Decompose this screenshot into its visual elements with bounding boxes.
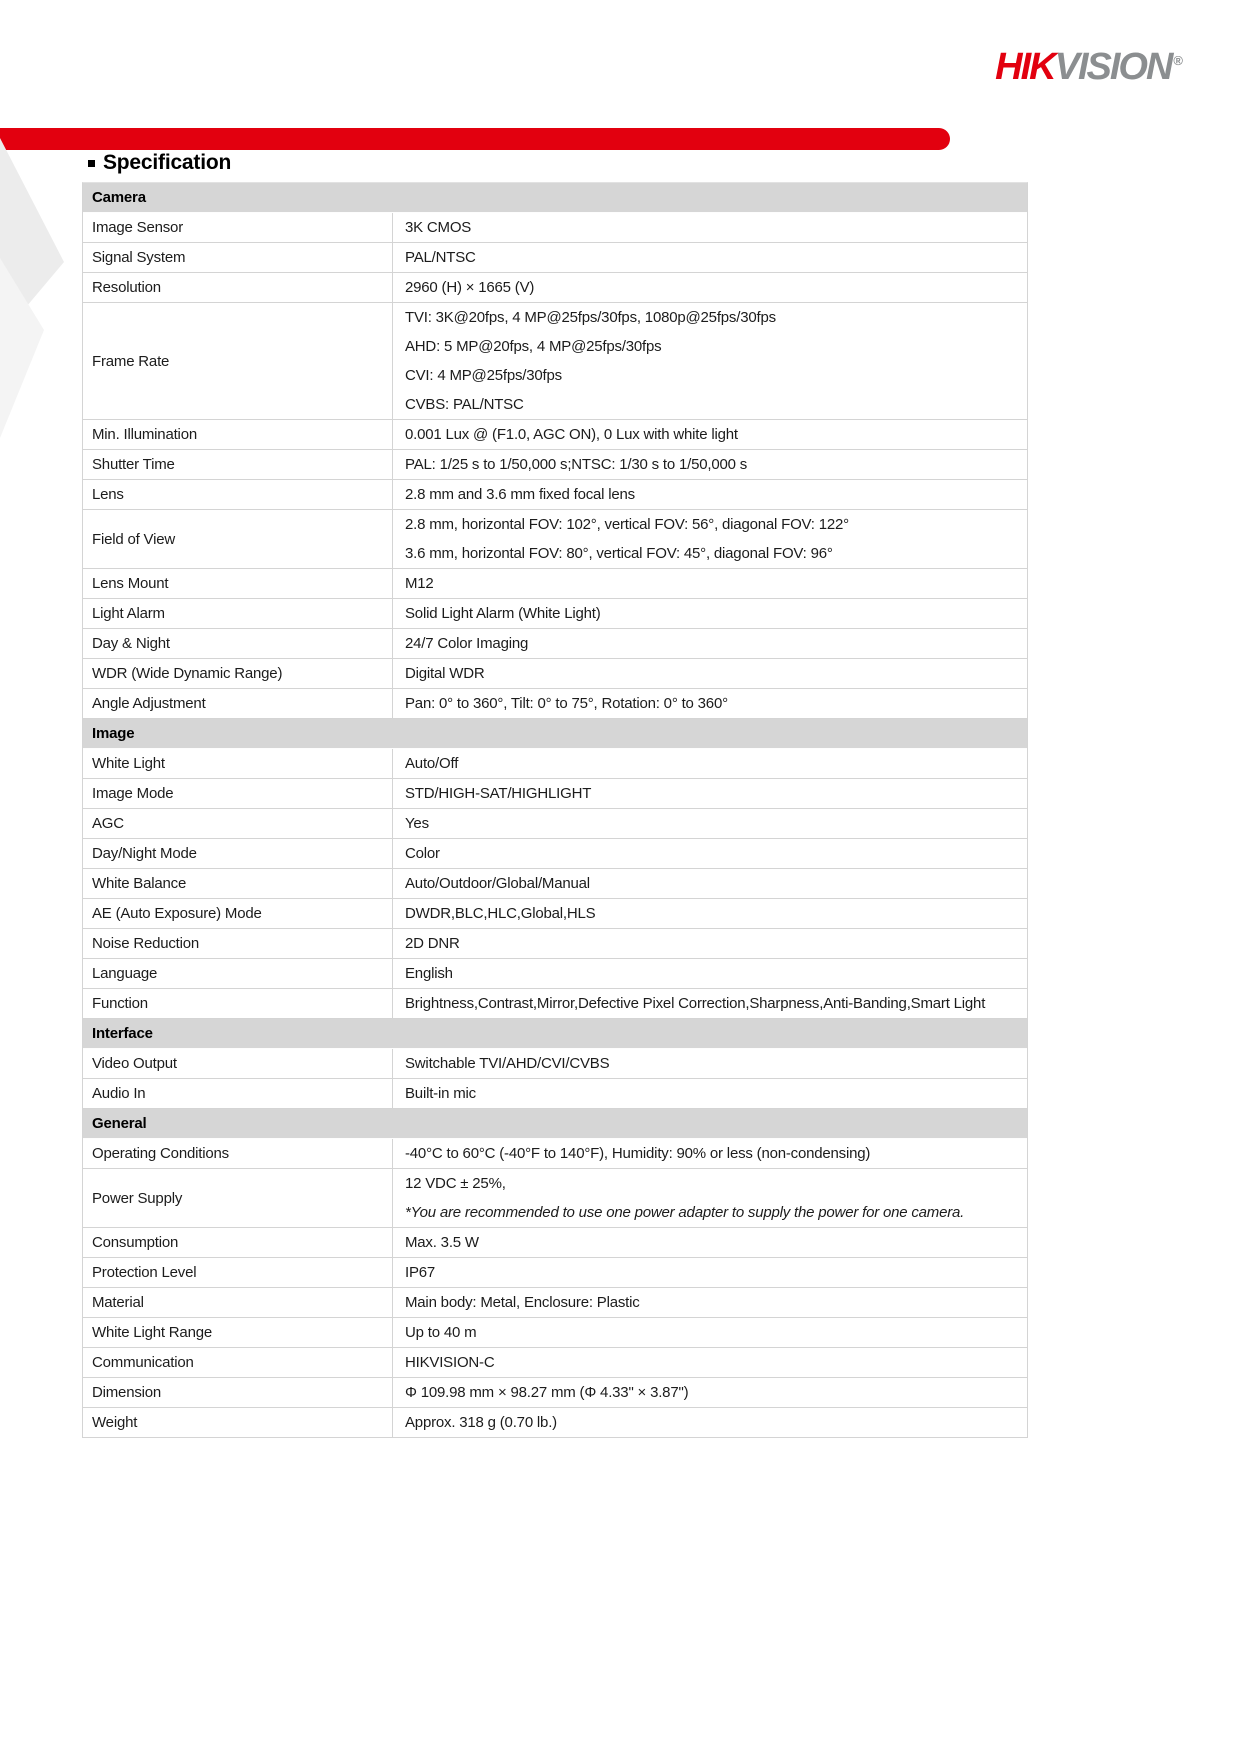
spec-label: Field of View	[83, 510, 393, 568]
spec-value-line: English	[405, 965, 453, 982]
spec-label: Audio In	[83, 1079, 393, 1108]
table-row	[83, 1228, 1027, 1258]
spec-value-line: CVI: 4 MP@25fps/30fps	[405, 367, 562, 384]
table-row	[83, 1408, 1027, 1438]
table-row	[83, 1049, 1027, 1079]
spec-label: Consumption	[83, 1228, 393, 1257]
table-row	[83, 629, 1027, 659]
spec-label: Image Mode	[83, 779, 393, 808]
spec-value-line: Auto/Off	[405, 755, 459, 772]
spec-label: AGC	[83, 809, 393, 838]
spec-value	[393, 629, 1027, 658]
spec-value-line: 2.8 mm and 3.6 mm fixed focal lens	[405, 486, 635, 503]
page-title	[88, 151, 231, 175]
table-row	[83, 303, 1027, 420]
table-row	[83, 213, 1027, 243]
spec-value-line: Digital WDR	[405, 665, 485, 682]
table-row	[83, 899, 1027, 929]
spec-value-line: 3.6 mm, horizontal FOV: 80°, vertical FOV: 45°, diagonal FOV: 96°	[405, 545, 833, 562]
spec-value-line: Φ 109.98 mm × 98.27 mm (Φ 4.33" × 3.87")	[405, 1384, 689, 1401]
table-row	[83, 1079, 1027, 1109]
table-row	[83, 1318, 1027, 1348]
spec-value-line: Color	[405, 845, 440, 862]
spec-value	[393, 450, 1027, 479]
spec-value	[393, 1258, 1027, 1287]
spec-label: White Light Range	[83, 1318, 393, 1347]
spec-value	[393, 420, 1027, 449]
spec-value-line: 2960 (H) × 1665 (V)	[405, 279, 535, 296]
spec-label: Dimension	[83, 1378, 393, 1407]
spec-label: Day/Night Mode	[83, 839, 393, 868]
spec-value-line: Solid Light Alarm (White Light)	[405, 605, 601, 622]
spec-label: Image Sensor	[83, 213, 393, 242]
spec-value	[393, 1378, 1027, 1407]
spec-value	[393, 1139, 1027, 1168]
spec-value-line: -40°C to 60°C (-40°F to 140°F), Humidity: 90% or less (non-condensing)	[405, 1145, 871, 1162]
logo-vision-text: VISION	[1054, 46, 1172, 88]
spec-value-line: Auto/Outdoor/Global/Manual	[405, 875, 590, 892]
page-title-text: Specification	[103, 151, 232, 174]
spec-value-line: PAL/NTSC	[405, 249, 476, 266]
spec-label: White Light	[83, 749, 393, 778]
spec-value	[393, 839, 1027, 868]
spec-value-line: CVBS: PAL/NTSC	[405, 396, 524, 413]
section-header: Interface	[83, 1019, 1027, 1049]
table-row	[83, 1258, 1027, 1288]
spec-label: Angle Adjustment	[83, 689, 393, 718]
table-row	[83, 569, 1027, 599]
spec-value	[393, 1228, 1027, 1257]
spec-label: Language	[83, 959, 393, 988]
table-row	[83, 689, 1027, 719]
spec-value	[393, 213, 1027, 242]
spec-value-line: 2.8 mm, horizontal FOV: 102°, vertical FOV: 56°, diagonal FOV: 122°	[405, 516, 849, 533]
spec-label: Resolution	[83, 273, 393, 302]
spec-label: Operating Conditions	[83, 1139, 393, 1168]
spec-value-line: Approx. 318 g (0.70 lb.)	[405, 1414, 557, 1431]
spec-value-line: Built-in mic	[405, 1085, 476, 1102]
spec-value-line: DWDR,BLC,HLC,Global,HLS	[405, 905, 596, 922]
spec-value	[393, 569, 1027, 598]
spec-label: Min. Illumination	[83, 420, 393, 449]
table-row	[83, 989, 1027, 1019]
spec-value-line: 24/7 Color Imaging	[405, 635, 529, 652]
spec-value	[393, 959, 1027, 988]
spec-value	[393, 869, 1027, 898]
spec-value	[393, 303, 1027, 419]
spec-value	[393, 510, 1027, 568]
table-row	[83, 599, 1027, 629]
hikvision-logo	[995, 46, 1183, 89]
spec-value-line: IP67	[405, 1264, 436, 1281]
table-row	[83, 869, 1027, 899]
spec-value-line: Main body: Metal, Enclosure: Plastic	[405, 1294, 640, 1311]
table-row	[83, 839, 1027, 869]
spec-value-line: HIKVISION-C	[405, 1354, 495, 1371]
spec-label: Lens	[83, 480, 393, 509]
spec-value-line: Max. 3.5 W	[405, 1234, 479, 1251]
table-row	[83, 510, 1027, 569]
spec-value-line: STD/HIGH-SAT/HIGHLIGHT	[405, 785, 592, 802]
brand-red-bar	[0, 128, 950, 150]
table-row	[83, 273, 1027, 303]
watermark-triangle	[0, 138, 64, 338]
spec-label: Communication	[83, 1348, 393, 1377]
table-row	[83, 929, 1027, 959]
table-row	[83, 659, 1027, 689]
spec-label: Noise Reduction	[83, 929, 393, 958]
spec-value	[393, 1288, 1027, 1317]
table-row	[83, 1169, 1027, 1228]
registered-trademark-symbol: ®	[1173, 53, 1183, 69]
spec-value	[393, 1169, 1027, 1227]
table-row	[83, 1378, 1027, 1408]
logo-hik-text: HIK	[995, 46, 1055, 88]
spec-value	[393, 243, 1027, 272]
spec-value-line: Switchable TVI/AHD/CVI/CVBS	[405, 1055, 610, 1072]
section-header: Image	[83, 719, 1027, 749]
spec-value	[393, 1049, 1027, 1078]
spec-value	[393, 480, 1027, 509]
watermark-triangle	[0, 258, 44, 438]
table-row	[83, 809, 1027, 839]
spec-value	[393, 1079, 1027, 1108]
table-row	[83, 1139, 1027, 1169]
spec-label: Weight	[83, 1408, 393, 1437]
spec-value	[393, 809, 1027, 838]
spec-label: AE (Auto Exposure) Mode	[83, 899, 393, 928]
specification-table	[82, 182, 1028, 1438]
spec-value-line: TVI: 3K@20fps, 4 MP@25fps/30fps, 1080p@25fps/30fps	[405, 309, 776, 326]
spec-label: Power Supply	[83, 1169, 393, 1227]
spec-label: WDR (Wide Dynamic Range)	[83, 659, 393, 688]
spec-value	[393, 689, 1027, 718]
spec-value-line: Pan: 0° to 360°, Tilt: 0° to 75°, Rotation: 0° to 360°	[405, 695, 728, 712]
table-row	[83, 749, 1027, 779]
spec-label: Frame Rate	[83, 303, 393, 419]
table-row	[83, 420, 1027, 450]
table-row	[83, 1348, 1027, 1378]
spec-value	[393, 929, 1027, 958]
spec-value-line: *You are recommended to use one power adapter to supply the power for one camera.	[405, 1204, 965, 1221]
spec-label: Protection Level	[83, 1258, 393, 1287]
table-row	[83, 480, 1027, 510]
spec-value	[393, 749, 1027, 778]
watermark-graphic	[0, 138, 70, 438]
spec-value	[393, 1408, 1027, 1437]
square-bullet-icon	[88, 160, 95, 167]
table-row	[83, 243, 1027, 273]
spec-value-line: M12	[405, 575, 434, 592]
table-row	[83, 1288, 1027, 1318]
spec-value	[393, 1348, 1027, 1377]
spec-label: Light Alarm	[83, 599, 393, 628]
section-header: Camera	[83, 183, 1027, 213]
table-row	[83, 450, 1027, 480]
spec-value	[393, 1318, 1027, 1347]
spec-value	[393, 599, 1027, 628]
spec-value-line: PAL: 1/25 s to 1/50,000 s;NTSC: 1/30 s to 1/50,000 s	[405, 456, 748, 473]
spec-label: Function	[83, 989, 393, 1018]
spec-label: Lens Mount	[83, 569, 393, 598]
spec-value-line: AHD: 5 MP@20fps, 4 MP@25fps/30fps	[405, 338, 662, 355]
table-row	[83, 779, 1027, 809]
spec-value-line: Up to 40 m	[405, 1324, 477, 1341]
spec-value	[393, 659, 1027, 688]
spec-value-line: 12 VDC ± 25%,	[405, 1175, 506, 1192]
spec-label: Day & Night	[83, 629, 393, 658]
spec-label: White Balance	[83, 869, 393, 898]
spec-value	[393, 273, 1027, 302]
spec-value-line: Brightness,Contrast,Mirror,Defective Pixel Correction,Sharpness,Anti-Banding,Smart Light	[405, 995, 986, 1012]
section-header: General	[83, 1109, 1027, 1139]
spec-value-line: Yes	[405, 815, 429, 832]
spec-value-line: 3K CMOS	[405, 219, 472, 236]
spec-value	[393, 989, 1027, 1018]
spec-label: Shutter Time	[83, 450, 393, 479]
spec-value	[393, 899, 1027, 928]
spec-label: Signal System	[83, 243, 393, 272]
table-row	[83, 959, 1027, 989]
spec-value-line: 2D DNR	[405, 935, 460, 952]
spec-value	[393, 779, 1027, 808]
spec-label: Material	[83, 1288, 393, 1317]
spec-label: Video Output	[83, 1049, 393, 1078]
spec-value-line: 0.001 Lux @ (F1.0, AGC ON), 0 Lux with white light	[405, 426, 738, 443]
